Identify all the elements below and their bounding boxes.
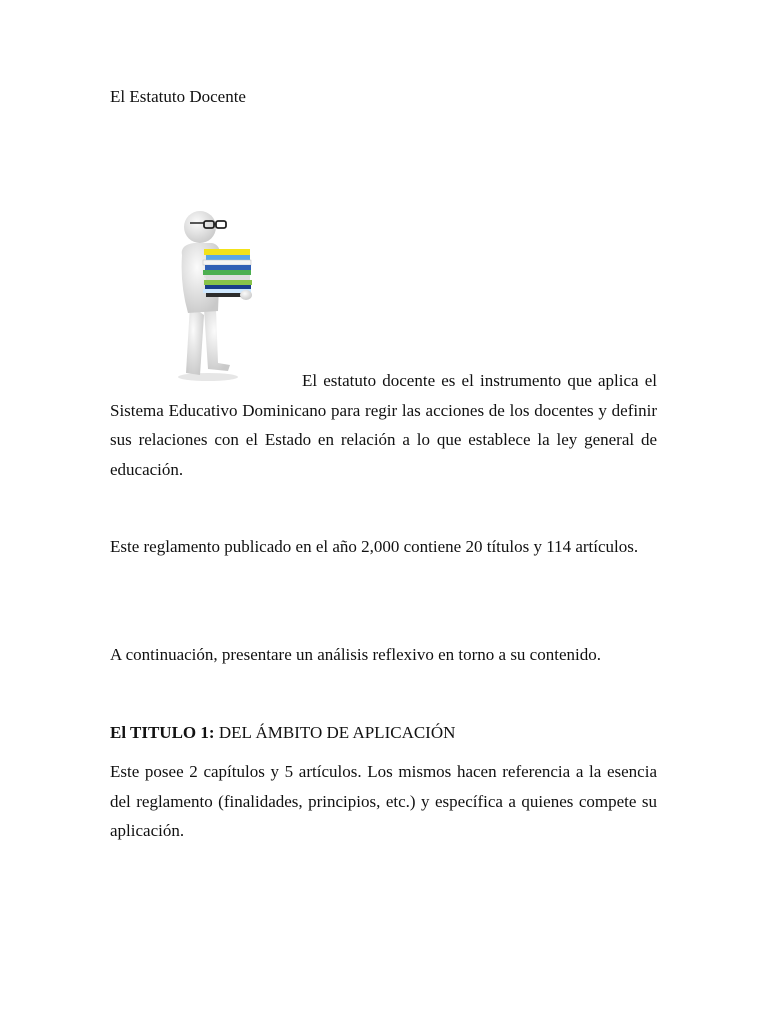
section-label: El TITULO 1: [110,723,215,742]
section-title: DEL ÁMBITO DE APLICACIÓN [214,723,456,742]
section-heading [110,718,455,748]
intro-paragraph: El estatuto docente es el instrumento que aplica el Sistema Educativo Dominicano para regir las acciones de los docentes y definir sus relaciones con el Estado en relación a lo que establece la ley general de educación. [110,371,657,479]
document-title: El Estatuto Docente [110,87,246,106]
teacher-with-books-image [168,205,268,385]
regulation-paragraph: Este reglamento publicado en el año 2,000 contiene 20 títulos y 114 artículos. [110,537,639,556]
analysis-paragraph: A continuación, presentare un análisis reflexivo en torno a su contenido. [110,645,601,664]
section-body: Este posee 2 capítulos y 5 artículos. Los mismos hacen referencia a la esencia del reglamento (finalidades, principios, etc.) y específica a quienes compete su aplicación. [110,762,657,840]
